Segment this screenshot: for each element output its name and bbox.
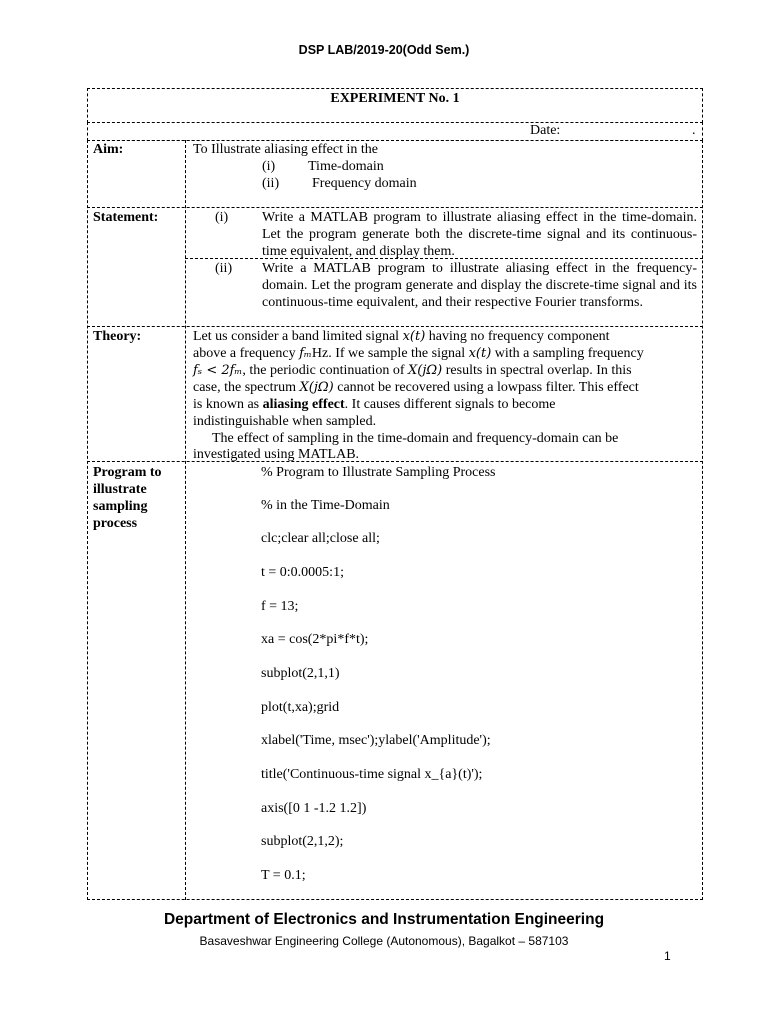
code-line: t = 0:0.0005:1;	[261, 565, 344, 580]
statement-item-num: (ii)	[215, 261, 233, 276]
statement-item-text: Write a MATLAB program to illustrate aliasing effect in the frequency-domain. Let the program generate and display the discrete-time signal and its continuous-time equivalent, and their respective Fourier transforms.	[262, 261, 697, 310]
code-line: f = 13;	[261, 599, 299, 614]
theory-line: fₛ < 2fₘ, the periodic continuation of X(jΩ) results in spectral overlap. In this	[193, 363, 632, 378]
page-header: DSP LAB/2019-20(Odd Sem.)	[298, 43, 470, 57]
page-number: 1	[664, 949, 671, 963]
theory-line: Let us consider a band limited signal x(t) having no frequency component	[193, 329, 610, 344]
row-divider-statement	[87, 326, 703, 327]
aliasing-term: aliasing effect	[262, 397, 345, 412]
code-line: subplot(2,1,2);	[261, 834, 344, 849]
code-line: subplot(2,1,1)	[261, 666, 340, 681]
theory-line: above a frequency fₘHz. If we sample the signal x(t) with a sampling frequency	[193, 346, 644, 361]
footer-department: Department of Electronics and Instrumentation Engineering	[163, 911, 605, 928]
theory-line: indistinguishable when sampled.	[193, 414, 377, 429]
statement-item-num: (i)	[215, 210, 229, 225]
code-line: title('Continuous-time signal x_{a}(t)');	[261, 767, 483, 782]
row-divider-aim	[87, 207, 703, 208]
aim-item-text: Frequency domain	[312, 176, 417, 191]
theory-line: case, the spectrum X(jΩ) cannot be recovered using a lowpass filter. This effect	[193, 380, 639, 395]
theory-line: investigated using MATLAB.	[193, 447, 360, 462]
aim-item-num: (ii)	[262, 176, 280, 191]
program-label-line: process	[93, 516, 138, 531]
program-label-line: sampling	[93, 499, 148, 514]
statement-label: Statement:	[93, 210, 159, 225]
date-row	[87, 122, 703, 141]
code-line: xlabel('Time, msec');ylabel('Amplitude');	[261, 733, 491, 748]
program-label-line: Program to	[93, 465, 162, 480]
math-sampling-condition: fₛ < 2fₘ	[193, 363, 243, 378]
statement-item-text: Write a MATLAB program to illustrate aliasing effect in the time-domain. Let the program generate both the discrete-time signal and its continuous-time equivalent, and display them.	[262, 210, 697, 259]
math-fm: fₘ	[299, 346, 312, 361]
code-line: % Program to Illustrate Sampling Process	[261, 465, 496, 480]
date-end: .	[692, 123, 696, 138]
date-label: Date:	[530, 123, 561, 138]
code-line: plot(t,xa);grid	[261, 700, 340, 715]
code-line: T = 0.1;	[261, 868, 306, 883]
theory-label: Theory:	[93, 329, 142, 344]
row-divider-theory	[87, 461, 703, 462]
code-line: xa = cos(2*pi*f*t);	[261, 632, 369, 647]
theory-line: The effect of sampling in the time-domain and frequency-domain can be	[212, 431, 619, 446]
column-divider	[185, 140, 186, 900]
program-label-line: illustrate	[93, 482, 147, 497]
math-x-of-j-omega: X(jΩ)	[408, 363, 443, 378]
code-line: % in the Time-Domain	[261, 498, 390, 513]
code-line: axis([0 1 -1.2 1.2])	[261, 801, 367, 816]
footer-college: Basaveshwar Engineering College (Autonomous), Bagalkot – 587103	[199, 934, 569, 948]
math-x-of-j-omega: X(jΩ)	[299, 380, 334, 395]
code-line: clc;clear all;close all;	[261, 531, 380, 546]
math-x-of-t: x(t)	[468, 346, 492, 361]
math-x-of-t: x(t)	[402, 329, 426, 344]
theory-line: is known as aliasing effect. It causes different signals to become	[193, 397, 556, 412]
aim-intro: To Illustrate aliasing effect in the	[193, 142, 378, 157]
aim-label: Aim:	[93, 142, 124, 157]
aim-item-text: Time-domain	[308, 159, 384, 174]
aim-item-num: (i)	[262, 159, 276, 174]
experiment-title: EXPERIMENT No. 1	[330, 91, 460, 106]
